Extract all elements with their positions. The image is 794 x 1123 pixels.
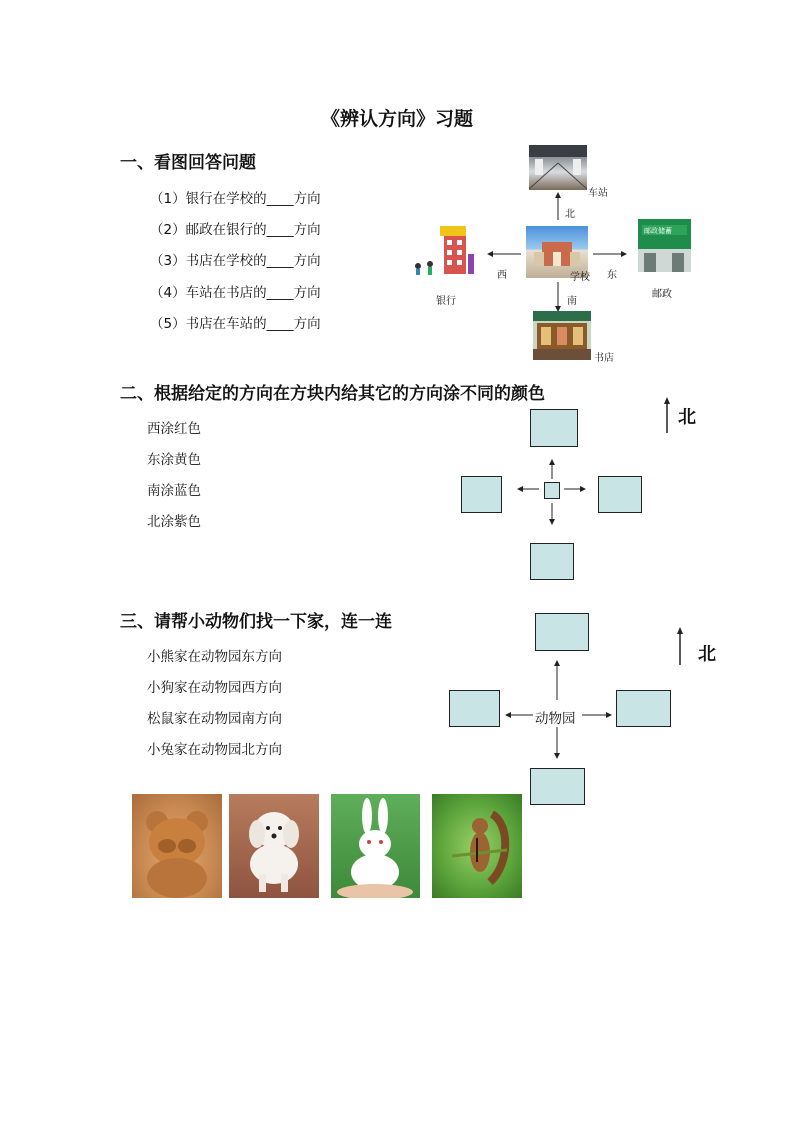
squirrel-photo[interactable]: [432, 794, 522, 898]
west-label: 西: [497, 270, 507, 281]
post-office-sign: 邮政储蓄: [644, 227, 672, 235]
home-clue-2: 小狗家在动物园西方向: [147, 680, 282, 696]
west-arrow-icon: [487, 249, 521, 259]
zoo-right-arrow-icon: [582, 710, 612, 720]
north-label: 北: [565, 209, 575, 220]
down-arrow-icon: [547, 503, 557, 525]
squirrel-icon: [432, 794, 522, 898]
right-arrow-icon: [564, 484, 586, 494]
zoo-north-box[interactable]: [535, 613, 589, 651]
station-photo: [529, 145, 587, 190]
color-instruction-2: 东涂黄色: [147, 452, 201, 468]
post-office-photo: [638, 219, 691, 272]
rabbit-icon: [331, 794, 420, 898]
south-arrow-icon: [553, 282, 563, 312]
zoo-north-indicator-label: 北: [698, 644, 716, 665]
page-title: 《辨认方向》习题: [320, 108, 473, 130]
south-box[interactable]: [530, 543, 574, 580]
bookstore-label: 书店: [594, 353, 614, 364]
question-5: （5）书店在车站的____方向: [150, 316, 321, 332]
color-instruction-1: 西涂红色: [147, 421, 201, 437]
home-clue-4: 小兔家在动物园北方向: [147, 742, 282, 758]
puppy-icon: [229, 794, 319, 898]
zoo-south-box[interactable]: [530, 768, 585, 805]
rabbit-photo[interactable]: [331, 794, 420, 898]
east-box[interactable]: [598, 476, 642, 513]
section1-heading: 一、看图回答问题: [120, 153, 256, 173]
bear-photo[interactable]: [132, 794, 222, 898]
question-1: （1）银行在学校的____方向: [150, 191, 321, 207]
center-box[interactable]: [544, 482, 560, 499]
home-clue-3: 松鼠家在动物园南方向: [147, 711, 282, 727]
zoo-down-arrow-icon: [552, 727, 562, 759]
north-box[interactable]: [530, 409, 578, 447]
zoo-west-box[interactable]: [449, 690, 500, 727]
question-4: （4）车站在书店的____方向: [150, 285, 321, 301]
school-label: 学校: [570, 272, 590, 283]
station-image-icon: [529, 145, 587, 190]
east-arrow-icon: [593, 249, 627, 259]
color-instruction-3: 南涂蓝色: [147, 483, 201, 499]
bank-photo: [410, 222, 478, 277]
east-label: 东: [607, 270, 617, 281]
station-label: 车站: [588, 188, 608, 199]
south-label: 南: [567, 296, 577, 307]
teddy-bear-icon: [132, 794, 222, 898]
zoo-left-arrow-icon: [505, 710, 533, 720]
bookstore-image-icon: [533, 311, 591, 360]
zoo-east-box[interactable]: [616, 690, 671, 727]
section3-heading: 三、请帮小动物们找一下家，连一连: [120, 612, 392, 632]
post-label: 邮政: [652, 289, 672, 300]
zoo-north-indicator-arrow-icon: [675, 627, 685, 665]
north-arrow-icon: [553, 192, 563, 222]
north-indicator-label: 北: [678, 407, 696, 428]
zoo-label: 动物园: [535, 711, 576, 727]
bank-label: 银行: [436, 296, 456, 307]
bank-image-icon: [410, 222, 478, 277]
puppy-photo[interactable]: [229, 794, 319, 898]
section2-heading: 二、根据给定的方向在方块内给其它的方向涂不同的颜色: [120, 384, 545, 404]
up-arrow-icon: [547, 459, 557, 479]
home-clue-1: 小熊家在动物园东方向: [147, 649, 282, 665]
left-arrow-icon: [517, 484, 539, 494]
west-box[interactable]: [461, 476, 502, 513]
question-3: （3）书店在学校的____方向: [150, 253, 321, 269]
question-2: （2）邮政在银行的____方向: [150, 222, 321, 238]
color-instruction-4: 北涂紫色: [147, 514, 201, 530]
bookstore-photo: [533, 311, 591, 360]
zoo-up-arrow-icon: [552, 660, 562, 700]
north-indicator-arrow-icon: [662, 397, 672, 433]
